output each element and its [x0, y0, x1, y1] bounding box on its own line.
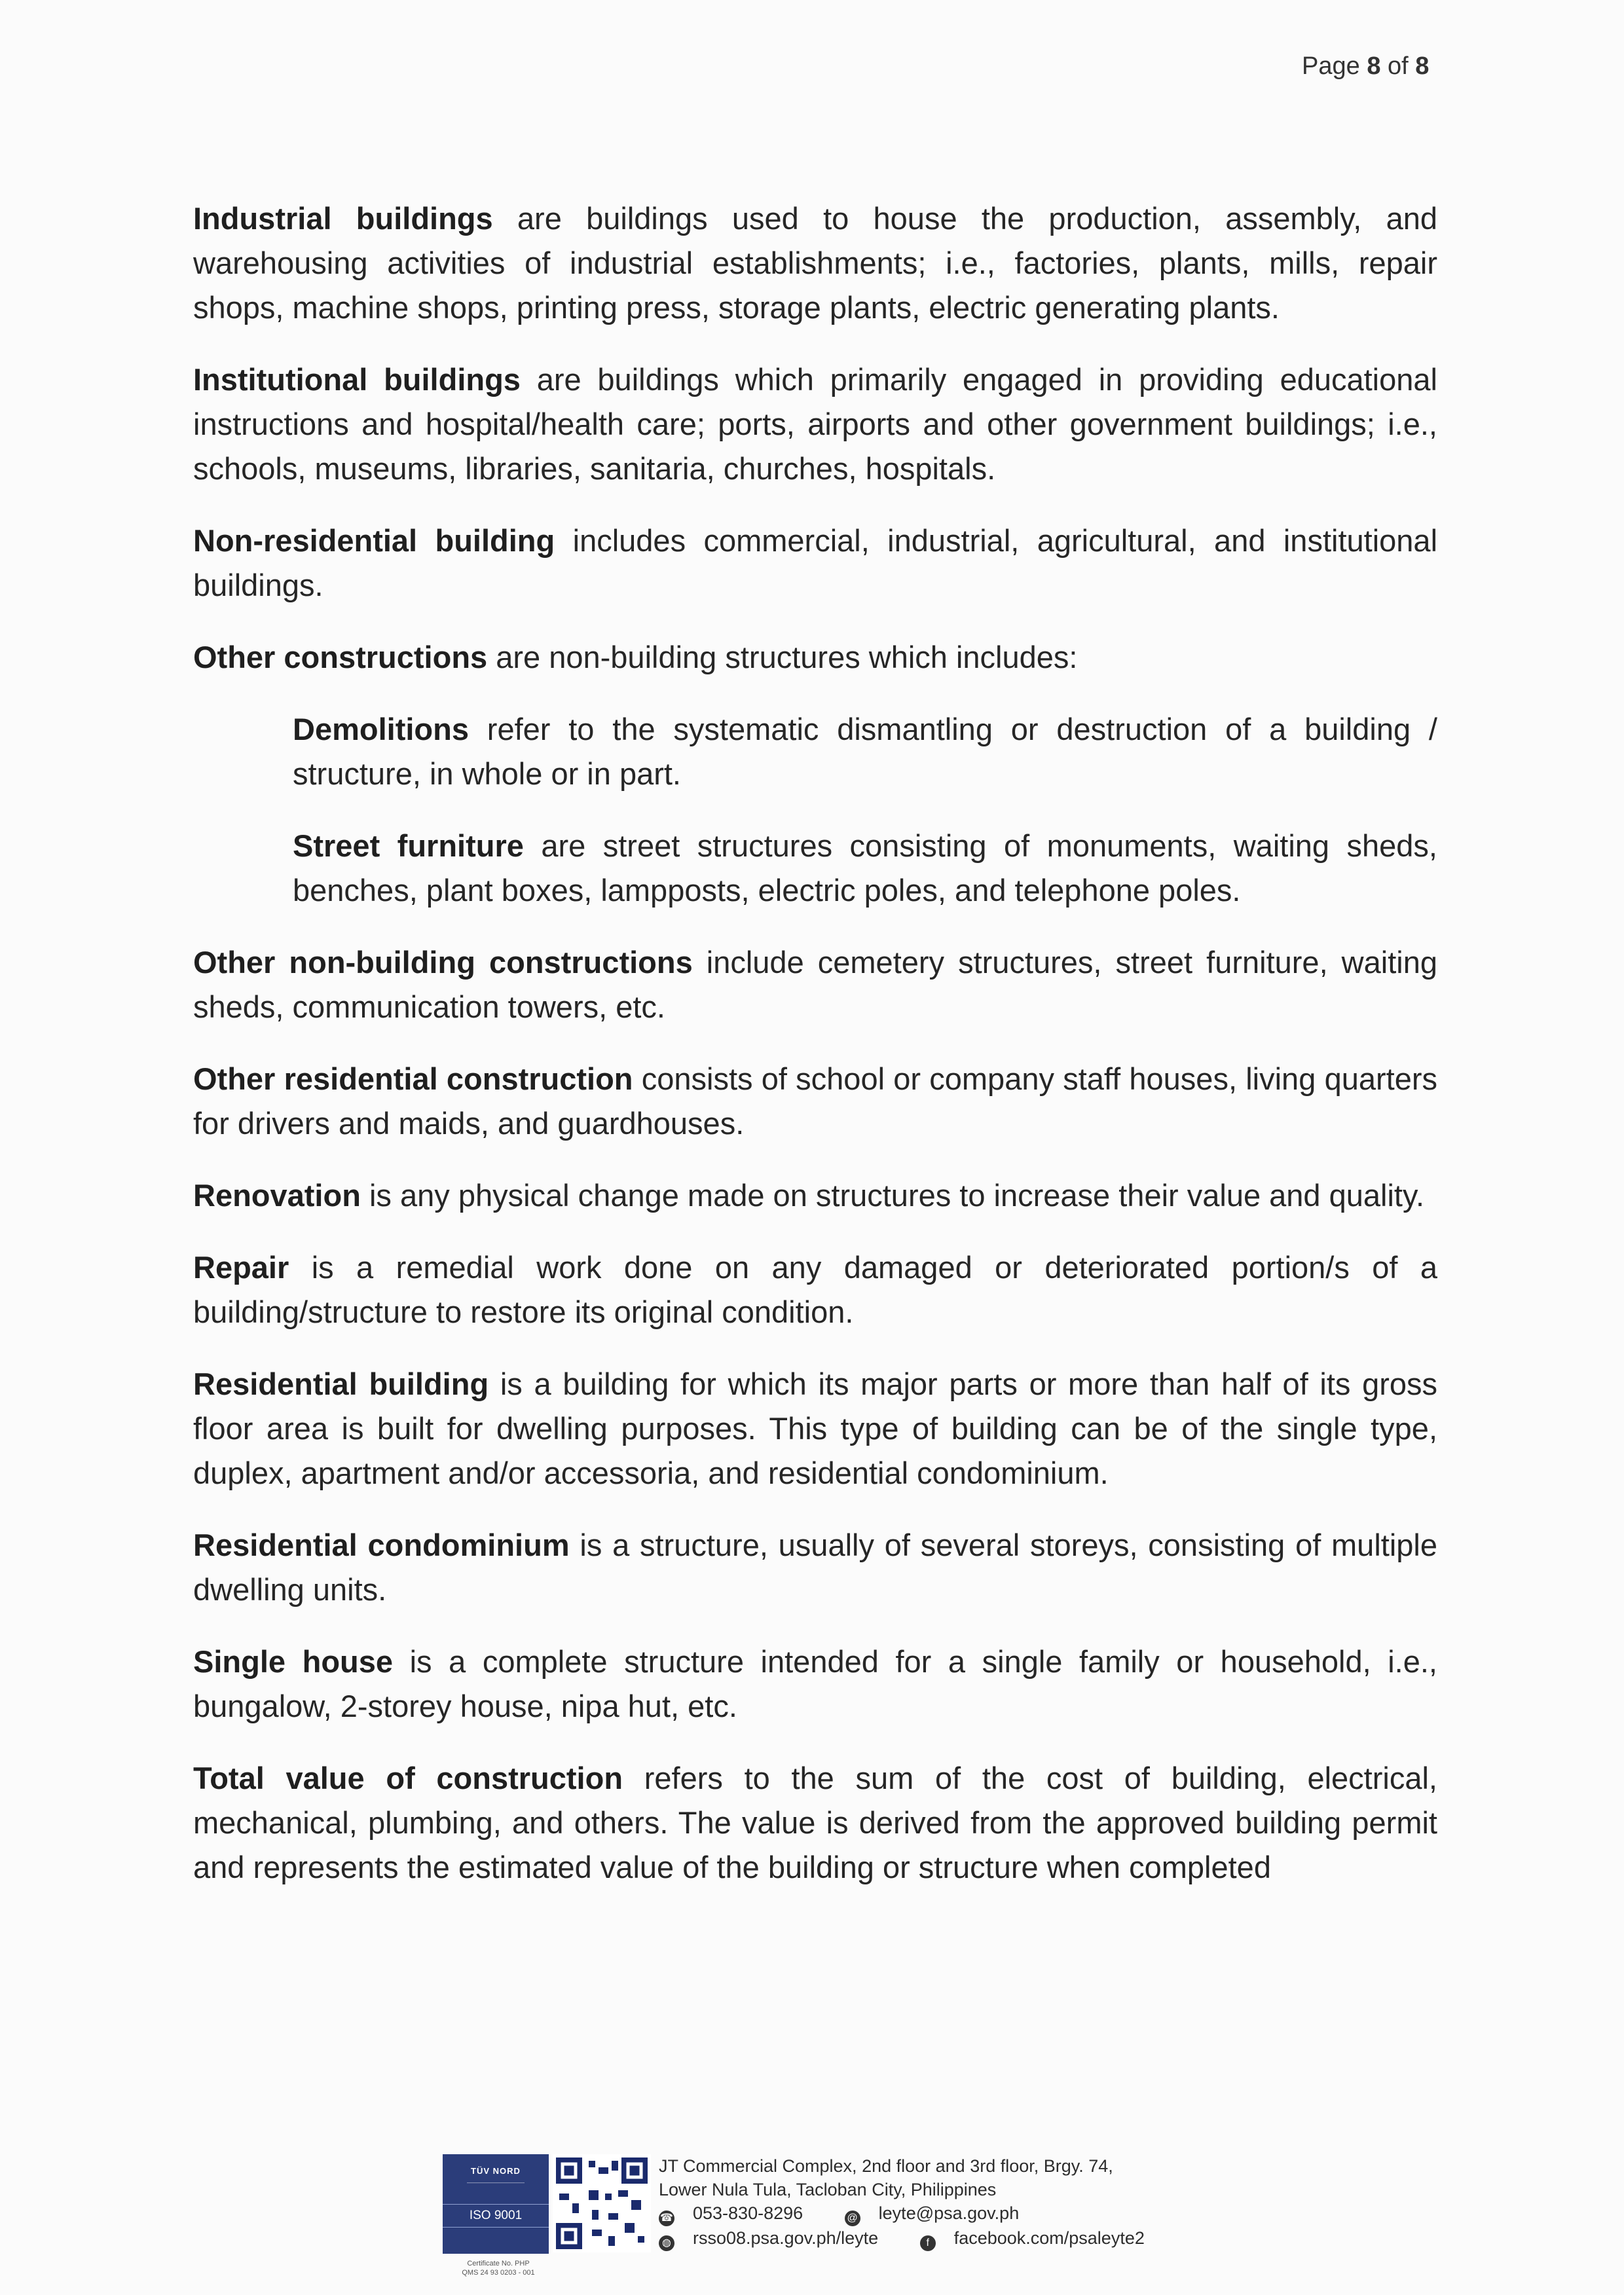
definition-text: includes commercial, industrial, agricultural, and institutional buildings.	[193, 523, 1438, 602]
definition-term: Non-residential building	[193, 523, 555, 558]
page-current: 8	[1367, 52, 1381, 80]
definition	[193, 1173, 1437, 1218]
certificate-number	[443, 2259, 554, 2277]
globe-icon: ◍	[659, 2235, 674, 2251]
definition	[193, 1523, 1437, 1612]
definition-term: Industrial buildings	[193, 201, 493, 236]
page-number	[1302, 52, 1429, 81]
address-line1: JT Commercial Complex, 2nd floor and 3rd floor, Brgy. 74,	[659, 2156, 1113, 2176]
page-prefix: Page	[1302, 52, 1367, 80]
definition-term: Residential building	[193, 1367, 489, 1401]
iso-brand: TÜV NORD	[471, 2166, 521, 2176]
email-icon: @	[845, 2211, 860, 2226]
iso-certification-badge	[443, 2154, 549, 2254]
definition-term: Institutional buildings	[193, 362, 521, 397]
definition	[193, 519, 1437, 608]
iso-standard: ISO 9001	[443, 2204, 549, 2228]
definition-text: is a structure, usually of several storeys, consisting of multiple dwelling units.	[193, 1528, 1437, 1607]
definition-term: Residential condominium	[193, 1528, 570, 1562]
definition	[193, 196, 1437, 330]
definition-text: include cemetery structures, street furniture, waiting sheds, communication towers, etc.	[193, 945, 1437, 1024]
iso-divider: ———————————	[467, 2180, 525, 2186]
definition-term: Other residential construction	[193, 1061, 633, 1096]
definition-text: is a complete structure intended for a single family or household, i.e., bungalow, 2-storey house, nipa hut, etc.	[193, 1644, 1437, 1723]
definition-term: Other constructions	[193, 640, 488, 674]
certificate-line1: Certificate No. PHP	[467, 2260, 530, 2267]
phone-icon: ☎	[659, 2211, 674, 2226]
definition-term: Other non-building constructions	[193, 945, 693, 980]
facebook-link: facebook.com/psaleyte2	[953, 2228, 1145, 2248]
footer	[443, 2154, 1248, 2285]
definition	[193, 1756, 1437, 1890]
contact-row-web	[659, 2226, 1248, 2251]
definition	[193, 1362, 1437, 1496]
email-address: leyte@psa.gov.ph	[878, 2203, 1020, 2223]
definition-text: is a building for which its major parts or more than half of its gross floor area is built for dwelling purposes. This type of building can be of the single type, duplex, apartment and/or accessoria, and residential condominium.	[193, 1367, 1437, 1490]
qr-code-icon	[553, 2154, 651, 2252]
definition-text: consists of school or company staff houses, living quarters for drivers and maids, and guardhouses.	[193, 1061, 1437, 1141]
definitions-list	[193, 196, 1437, 1917]
definition-term: Total value of construction	[193, 1761, 623, 1795]
page-of: of	[1380, 52, 1416, 80]
contact-row-phone-email	[659, 2201, 1248, 2226]
definition	[193, 1640, 1437, 1729]
definition	[193, 1245, 1437, 1334]
website-link: rsso08.psa.gov.ph/leyte	[693, 2228, 879, 2248]
definition-text: are non-building structures which includes:	[487, 640, 1078, 674]
page-total: 8	[1415, 52, 1430, 80]
contact-info	[659, 2154, 1248, 2251]
definition-text: are buildings which primarily engaged in providing educational instructions and hospital/health care; ports, airports and other government buildings; i.e., schools, museums, libraries, sanitaria, churches, hospitals.	[193, 362, 1437, 486]
definition	[193, 358, 1437, 491]
certificate-line2: QMS 24 93 0203 - 001	[462, 2269, 535, 2277]
definition-text: refers to the sum of the cost of building, electrical, mechanical, plumbing, and others. The value is derived from the approved building permit and represents the estimated value of the building or structure when completed	[193, 1761, 1437, 1884]
definition-text: refer to the systematic dismantling or destruction of a building / structure, in whole or in part.	[293, 712, 1437, 791]
definition	[193, 635, 1437, 680]
facebook-icon: f	[920, 2235, 936, 2251]
definition-term: Single house	[193, 1644, 394, 1679]
definition-text: is any physical change made on structures to increase their value and quality.	[360, 1178, 1425, 1213]
definition-term: Renovation	[193, 1178, 361, 1213]
definition-sub	[293, 707, 1437, 796]
definition	[193, 1057, 1437, 1146]
definition-term: Demolitions	[293, 712, 469, 746]
definition-text: are buildings used to house the production, assembly, and warehousing activities of industrial establishments; i.e., factories, plants, mills, repair shops, machine shops, printing press, storage plants, electric generating plants.	[193, 201, 1437, 325]
phone-number: 053-830-8296	[693, 2203, 803, 2223]
definition-text: is a remedial work done on any damaged or deteriorated portion/s of a building/structure to restore its original condition.	[193, 1250, 1437, 1329]
definition-text: are street structures consisting of monuments, waiting sheds, benches, plant boxes, lampposts, electric poles, and telephone poles.	[293, 828, 1437, 908]
definition-sub	[293, 824, 1437, 913]
definition-term: Street furniture	[293, 828, 524, 863]
definition-term: Repair	[193, 1250, 289, 1285]
address-line2: Lower Nula Tula, Tacloban City, Philippines	[659, 2180, 997, 2199]
definition	[193, 940, 1437, 1029]
